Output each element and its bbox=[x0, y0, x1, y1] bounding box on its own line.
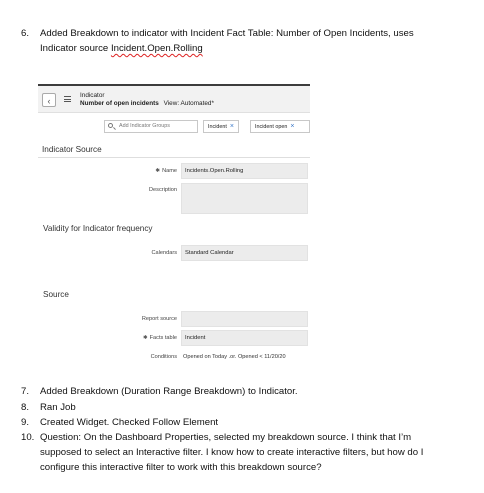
close-icon[interactable]: × bbox=[290, 123, 295, 130]
chevron-left-icon[interactable]: ‹ bbox=[42, 93, 56, 107]
form-header bbox=[38, 86, 310, 113]
step-10-line-3: configure this interactive filter to work with this breakdown source? bbox=[40, 462, 322, 473]
group-chip-incident-open[interactable] bbox=[250, 120, 310, 133]
calendars-select[interactable]: Standard Calendar bbox=[181, 245, 308, 261]
report-source-field[interactable] bbox=[181, 311, 308, 327]
divider bbox=[38, 157, 310, 158]
step-10-number: 10. bbox=[21, 432, 35, 443]
facts-table-field[interactable]: Incident bbox=[181, 330, 308, 346]
step-9-number: 9. bbox=[21, 417, 30, 428]
conditions-value[interactable]: Opened on Today .or. Opened < 11/20/20 bbox=[183, 354, 286, 360]
close-icon[interactable]: × bbox=[229, 123, 234, 130]
record-name: Number of open incidents bbox=[80, 100, 159, 107]
name-label: ✱ Name bbox=[155, 168, 177, 174]
conditions-label: Conditions bbox=[150, 354, 177, 360]
calendars-label: Calendars bbox=[151, 250, 177, 256]
required-icon: ✱ bbox=[155, 168, 161, 174]
step-9-text: Created Widget. Checked Follow Element bbox=[40, 417, 219, 428]
step-10-line-1: Question: On the Dashboard Properties, selected my breakdown source. I think that I’m bbox=[40, 432, 412, 443]
search-icon bbox=[108, 123, 113, 128]
step-10-line-2: supposed to select an Interactive filter. I know how to create interactive filters, but how do I bbox=[40, 447, 424, 458]
section-title-indicator-source: Indicator Source bbox=[42, 145, 102, 154]
report-source-label: Report source bbox=[141, 316, 177, 322]
step-7-text: Added Breakdown (Duration Range Breakdown) to Indicator. bbox=[40, 386, 298, 397]
description-label: Description bbox=[149, 187, 177, 193]
step-8-number: 8. bbox=[21, 402, 30, 413]
description-field[interactable] bbox=[181, 183, 308, 214]
step-8-text: Ran Job bbox=[40, 402, 76, 413]
step-6-number: 6. bbox=[21, 28, 30, 39]
indicator-source-name: Incident.Open.Rolling bbox=[110, 43, 203, 54]
step-7-number: 7. bbox=[21, 386, 30, 397]
hamburger-icon[interactable] bbox=[64, 96, 71, 102]
view-label[interactable]: View: Automated* bbox=[163, 100, 214, 107]
facts-table-label: ✱ Facts table bbox=[142, 335, 177, 341]
chip-label: Incident open bbox=[255, 124, 288, 130]
section-title-source: Source bbox=[43, 290, 69, 299]
step-6-line-2 bbox=[40, 42, 203, 55]
required-icon: ✱ bbox=[142, 335, 148, 341]
section-title-validity: Validity for Indicator frequency bbox=[43, 224, 153, 233]
step-6-line-2-prefix: Indicator source bbox=[40, 43, 111, 54]
group-chip-incident[interactable] bbox=[203, 120, 239, 133]
name-field[interactable]: Incidents.Open.Rolling bbox=[181, 163, 308, 179]
indicator-groups-search-input[interactable] bbox=[104, 120, 198, 133]
form-title: Indicator bbox=[80, 92, 105, 99]
step-6-line-1: Added Breakdown to indicator with Incident Fact Table: Number of Open Incidents, uses bbox=[40, 28, 414, 39]
chip-label: Incident bbox=[208, 124, 227, 130]
form-record-name bbox=[80, 100, 214, 107]
indicator-form-screenshot bbox=[38, 84, 310, 369]
search-placeholder: Add Indicator Groups bbox=[119, 123, 170, 129]
